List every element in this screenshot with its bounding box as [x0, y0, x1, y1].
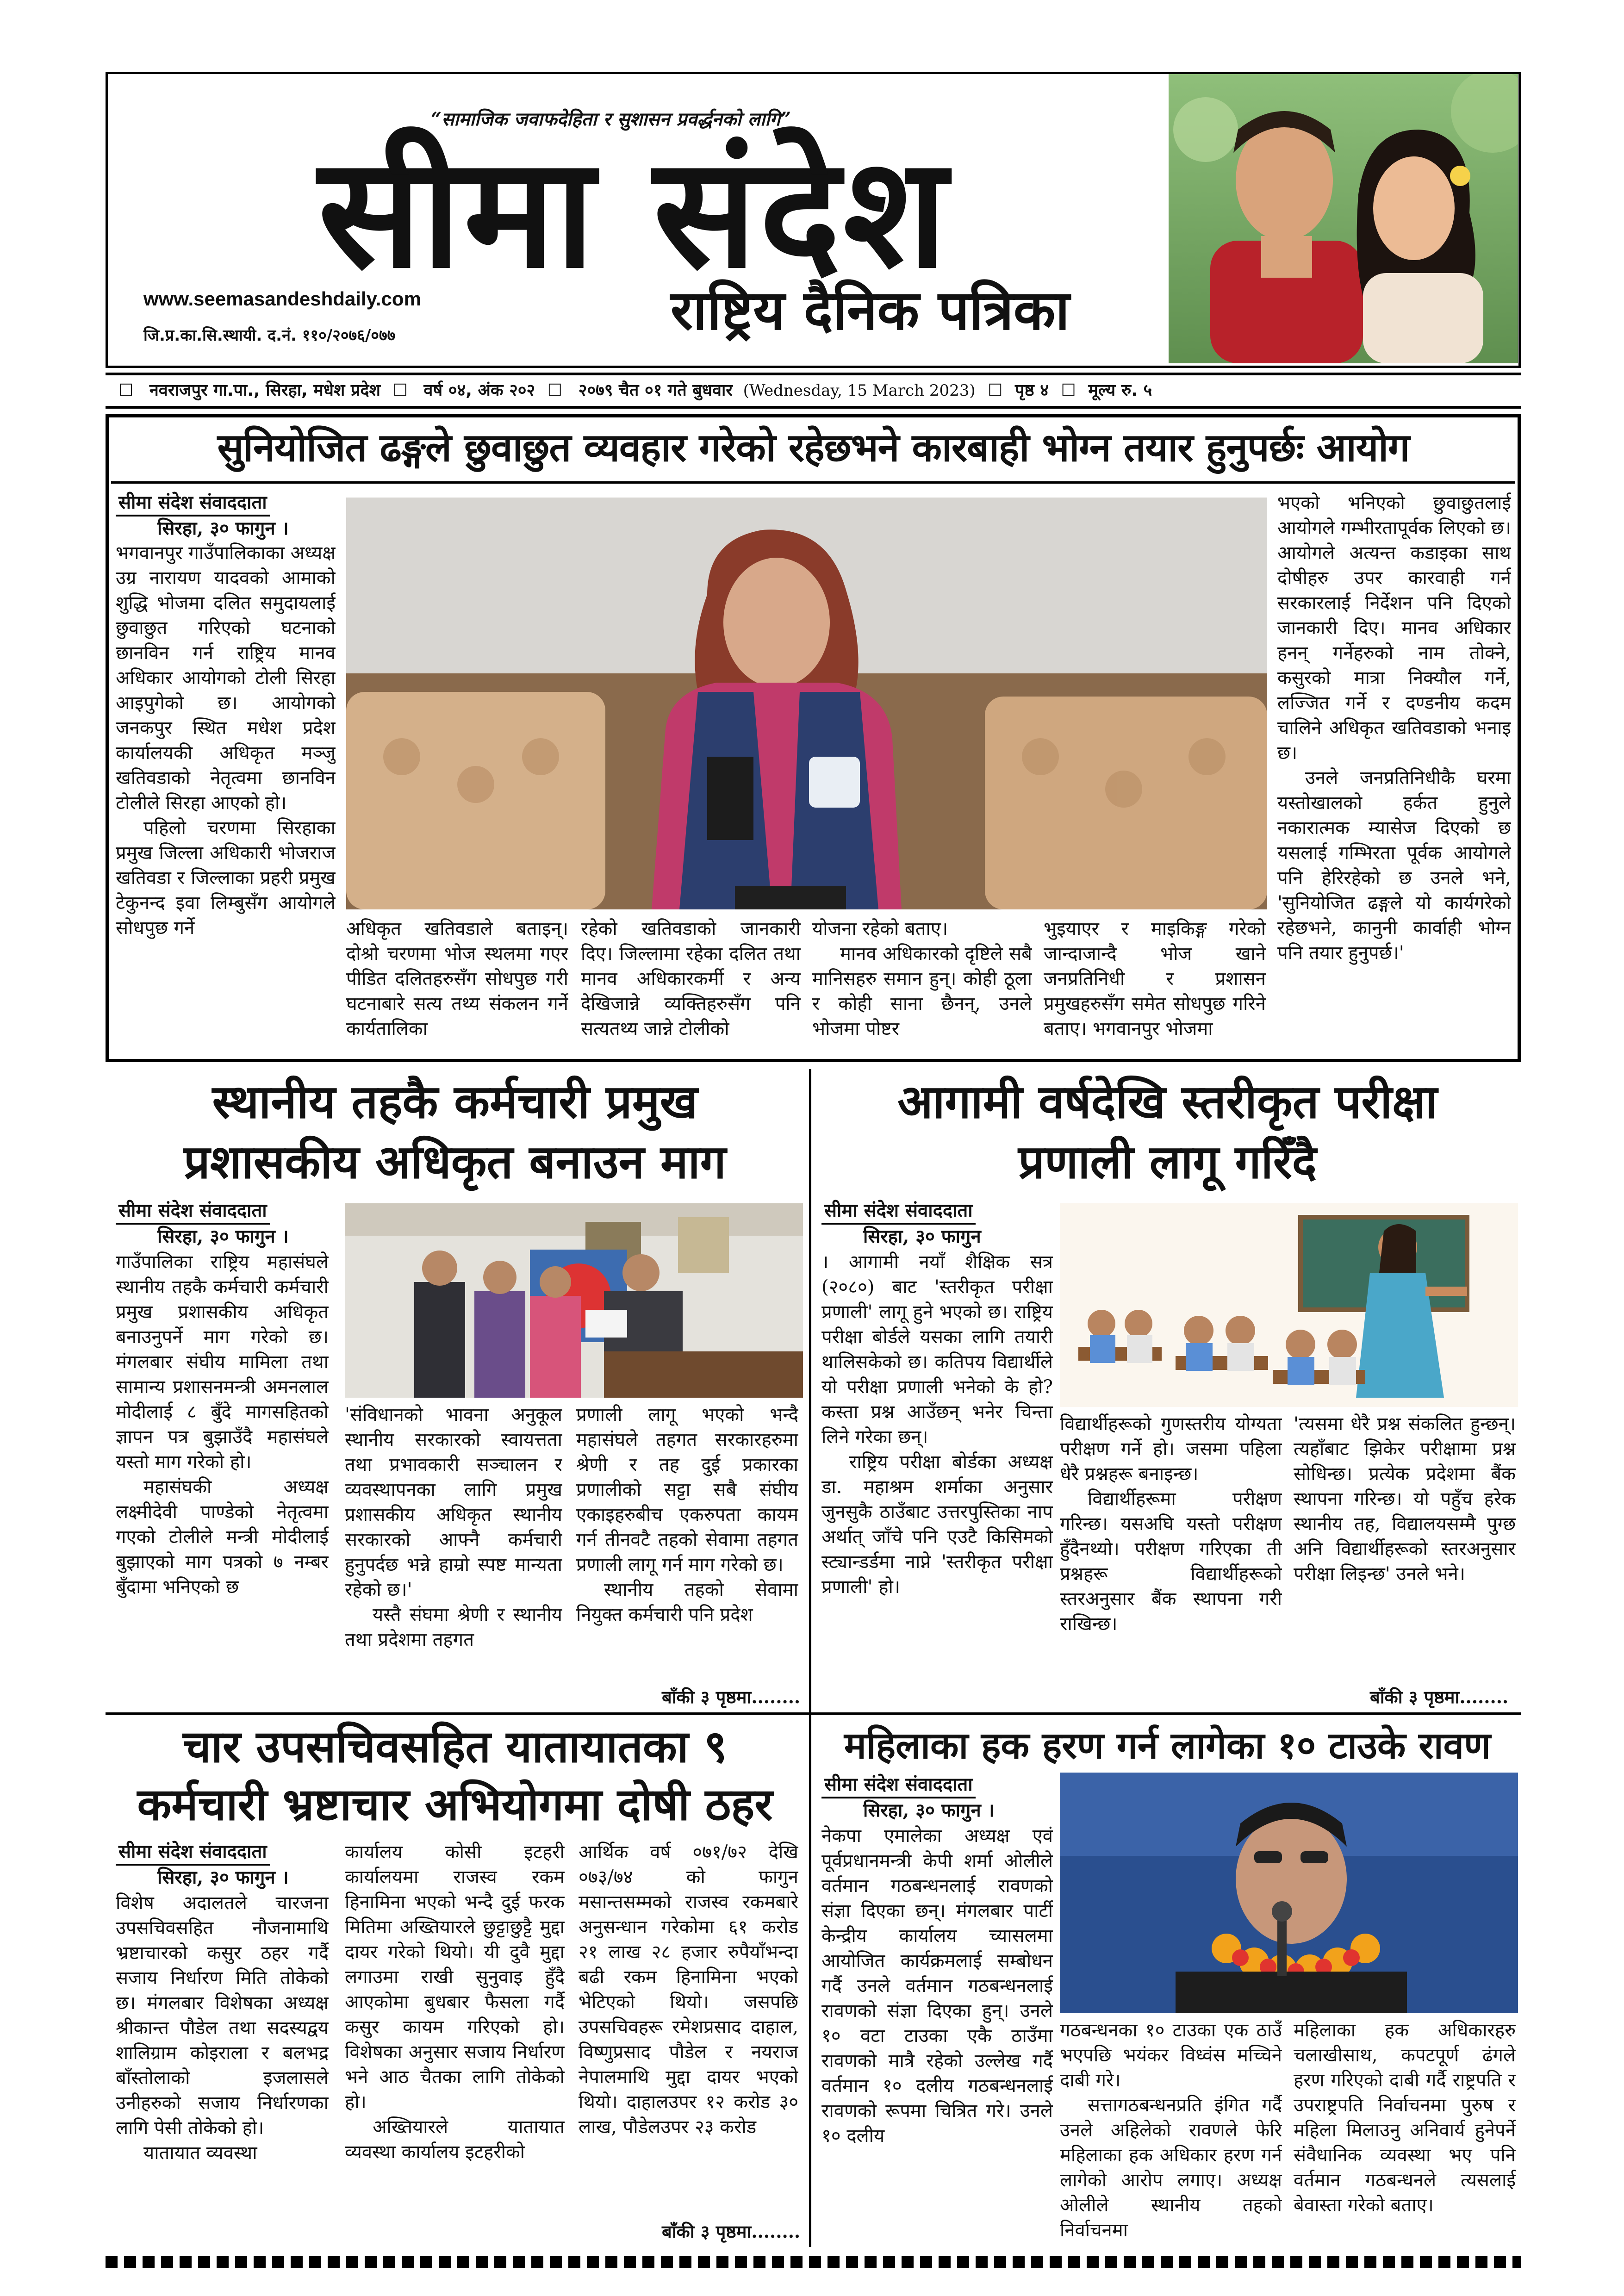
story2-col1-para: गाउँपालिका राष्ट्रिय महासंघले स्थानीय तहकै कर्मचारी कर्मचारी प्रमुख प्रशासकीय अधिकृत बनाउनुपर्ने माग गरेको छ। मंगलबार संघीय मामिला तथा सामान्य प्रशासनमन्त्री अमनलाल मोदीलाई ८ बुँदे मागसहितको ज्ञापन पत्र बुझाउँदै महासंघले यस्तो माग गरेको हो।	[116, 1251, 329, 1473]
story2-continued[interactable]: बाँकी ३ पृष्ठमा........	[662, 1686, 801, 1707]
story3-illustration	[1060, 1203, 1518, 1407]
lead-col1-para2: पहिलो चरणमा सिरहाका प्रमुख जिल्ला अधिकारी भोजराज खतिवडा र जिल्लाका प्रहरी प्रमुख टेकुनन्द इवा लिम्बुसँग आयोगले सोधपुछ गर्ने	[116, 817, 336, 939]
middle-rule	[106, 1712, 1521, 1715]
story2-photo	[345, 1203, 803, 1398]
story2-byline	[116, 1199, 329, 1249]
story2-col3-para: प्रणाली लागू भएको भन्दै महासंघले तहगत सरकारहरुमा श्रेणी र तह दुई प्रकारका प्रणालीको सट्टा सबै संघीय एकाइहरुबीच एकरुपता कायम गर्न तीनवटै तहको सेवामा तहगत प्रणाली लागू गर्न माग गरेको छ।	[576, 1404, 798, 1575]
story2-col2-para: 'संविधानको भावना अनुकूल स्थानीय सरकारको स्वायत्तता तथा प्रभावकारी सञ्चालन र व्यवस्थापनका लागि प्रमुख प्रशासकीय अधिकृत स्थानीय सरकारको आफ्नै कर्मचारी हुनुपर्दछ भन्ने हाम्रो स्पष्ट मान्यता रहेको छ।'	[345, 1404, 562, 1600]
info-date-en: (Wednesday, 15 March 2023)	[743, 381, 976, 400]
lead-column-5	[1044, 916, 1266, 1055]
story5-headline[interactable]: महिलाका हक हरण गर्न लागेका १० टाउके रावण	[844, 1724, 1491, 1767]
info-address: नवराजपुर गा.पा., सिरहा, मधेश प्रदेश	[149, 381, 381, 400]
info-price: मूल्य रु. ५	[1088, 381, 1152, 400]
story2-column-1	[116, 1250, 329, 1708]
story4-headline-2[interactable]: कर्मचारी भ्रष्टाचार अभियोगमा दोषी ठहर	[137, 1779, 773, 1830]
bullet-icon: ☐	[547, 381, 563, 400]
story4-dateline: सिरहा, ३० फागुन ।	[157, 1867, 289, 1888]
info-date: २०७९ चैत ०१ गते बुधवार	[578, 381, 733, 400]
masthead-subtitle: राष्ट्रिय दैनिक पत्रिका	[670, 278, 1070, 342]
classroom-illustration	[1060, 1203, 1518, 1407]
story4-byline-name: सीमा संदेश संवाददाता	[116, 1840, 270, 1866]
lead-col6-para: भएको भनिएको छुवाछुतलाई आयोगले गम्भीरतापूर्वक लिएको छ। आयोगले अत्यन्त कडाइका साथ दोषीहरु उपर कारवाही गर्न सरकारलाई निर्देशन पनि दिएको जानकारी दिए। मानव अधिकार हनन् गर्नेहरुको नाम तोक्ने, कसुरको मात्रा निक्यौल गर्ने, लज्जित गर्ने र दण्डनीय कदम चालिने अधिकृत खतिवडाको भनाइ छ।	[1277, 492, 1511, 764]
story4-col3-para: आर्थिक वर्ष ०७१/७२ देखि ०७३/७४ को फागुन मसान्तसम्मको राजस्व रकमबारे अनुसन्धान गरेकोमा ६१ करोड २१ लाख २८ हजार रुपैयाँभन्दा बढी रकम हिनामिना भएको भेटिएको थियो। जसपछि उपसचिवहरू रमेशप्रसाद दाहाल, विष्णुप्रसाद पौडेल र नयराज नेपालमाथि मुद्दा दायर भएको थियो। दाहालउपर १२ करोड ३० लाख, पौडेलउपर २३ करोड	[579, 1842, 798, 2138]
story2-headline-2[interactable]: प्रशासकीय अधिकृत बनाउन माग	[184, 1135, 726, 1189]
lead-column-2	[346, 916, 568, 1055]
story3-col3-para: 'त्यसमा धेरै प्रश्न संकलित हुन्छन्। त्यहाँबाट झिकेर परीक्षामा प्रश्न सोधिन्छ। प्रत्येक प्रदेशमा बैंक स्थापना गरिन्छ। यो पहुँच हरेक स्थानीय तह, विद्यालयसम्मै पुग्छ अनि विद्यार्थीहरूको स्तरअनुसार परीक्षा लिइन्छ' उनले भने।	[1294, 1413, 1516, 1585]
story4-column-3	[579, 1840, 798, 2219]
story2-byline-name: सीमा संदेश संवाददाता	[116, 1199, 270, 1225]
masthead-title: सीमा संदेश	[318, 124, 950, 302]
lead-col4-para: योजना रहेको बताए।	[812, 918, 948, 940]
middle-divider	[809, 1069, 811, 1712]
story5-column-2	[1060, 2018, 1282, 2240]
bottom-divider	[809, 1715, 811, 2247]
story2-col1-para2: महासंघकी अध्यक्ष लक्ष्मीदेवी पाण्डेको नेतृत्वमा गएको टोलीले मन्त्री मोदीलाई बुझाएको माग पत्रको ७ नम्बर बुँदामा भनिएको छ	[116, 1476, 329, 1598]
story5-column-1	[821, 1823, 1053, 2240]
story2-photo-illustration	[345, 1203, 803, 1398]
lead-column-4	[812, 916, 1032, 1055]
story5-col1-para: नेकपा एमालेका अध्यक्ष एवं पूर्वप्रधानमन्त्री केपी शर्मा ओलीले वर्तमान गठबन्धनलाई रावणको संज्ञा दिएका छन्। मंगलबार पार्टी केन्द्रीय कार्यालय च्यासलमा आयोजित कार्यक्रमलाई सम्बोधन गर्दै उनले वर्तमान गठबन्धनलाई रावणको संज्ञा दिएका हुन्। उनले १० वटा टाउका एकै ठाउँमा रावणको मात्रै रहेको उल्लेख गर्दै वर्तमान १० दलीय गठबन्धनलाई रावणको रूपमा चित्रित गरे। उनले १० दलीय	[821, 1825, 1053, 2147]
story5-col3-para: महिलाका हक अधिकारहरु चलाखीसाथ, कपटपूर्ण ढंगले हरण गरिएको दाबी गर्दै राष्ट्रपति र उपराष्ट्रपति निर्वाचनमा पुरुष र महिला मिलाउनु अनिवार्य हुनेपर्ने संवैधानिक व्यवस्था भए पनि वर्तमान गठबन्धनले त्यसलाई बेवास्ता गरेको बताए।	[1294, 2020, 1516, 2216]
lead-col5-para: भुइयाएर र माइकिङ्ग गरेको जान्दाजान्दै भोज खाने जनप्रतिनिधी र प्रशासन प्रमुखहरुसँग समेत सोधपुछ गरिने बताए। भगवानपुर भोजमा	[1044, 918, 1266, 1039]
lead-headline-rule	[111, 481, 1515, 484]
info-bar	[106, 373, 1521, 409]
story5-photo	[1060, 1773, 1518, 2013]
lead-column-1	[116, 541, 336, 1054]
story4-col2-para: कार्यालय कोसी इटहरी कार्यालयमा राजस्व रकम हिनामिना भएको भन्दै दुई फरक मितिमा अख्तियारले छुट्टाछुट्टै मुद्दा दायर गरेको थियो। यी दुवै मुद्दा लगाउमा राखी सुनुवाइ हुँदै आएकोमा बुधबार फैसला गर्दै कसुर कायम गरिएको हो। विशेषका अनुसार सजाय निर्धारण भने आठ चैतका लागि तोकेको हो।	[345, 1842, 565, 2113]
lead-col6-para2: उनले जनप्रतिनिधीकै घरमा यस्तोखालको हर्कत हुनुले नकारात्मक म्यासेज दिएको छ यसलाई गम्भिरता पूर्वक आयोगले पनि हेरिरहेको छ उनले भने, 'सुनियोजित ढङ्गले यो कार्यगरेको रहेछभने, कानुनी कार्वाही भोग्न पनि तयार हुनुपर्छ।'	[1277, 767, 1511, 964]
story4-column-2	[345, 1840, 565, 2242]
lead-column-3	[581, 916, 801, 1055]
story2-column-3	[576, 1402, 798, 1680]
bullet-icon: ☐	[1061, 381, 1076, 400]
bullet-icon: ☐	[392, 381, 408, 400]
story5-byline	[821, 1773, 1062, 1823]
info-issue: वर्ष ०४, अंक २०२	[423, 381, 535, 400]
story4-continued[interactable]: बाँकी ३ पृष्ठमा........	[662, 2221, 801, 2242]
story3-headline-2[interactable]: प्रणाली लागू गरिँदै	[1018, 1135, 1317, 1189]
bullet-icon: ☐	[118, 381, 134, 400]
story5-col2-para2: सत्तागठबन्धनप्रति इंगित गर्दै उनले अहिलेको रावणले फेरि महिलाका हक अधिकार हरण गर्न लागेको आरोप लगाए। अध्यक्ष ओलीले स्थानीय तहको निर्वाचनमा	[1060, 2095, 1282, 2240]
masthead-ad-illustration	[1169, 74, 1518, 363]
masthead-ad-photo	[1169, 74, 1518, 363]
lead-dateline: सिरहा, ३० फागुन ।	[157, 517, 289, 539]
lead-byline	[116, 491, 338, 541]
story5-column-3	[1294, 2018, 1516, 2240]
story3-column-2	[1060, 1412, 1282, 1708]
lead-col2-para: अधिकृत खतिवडाले बताइन्। दोश्रो चरणमा भोज स्थलमा गएर पीडित दलितहरुसँग सोधपुछ गरी घटनाबारे सत्य तथ्य संकलन गर्ने कार्यतालिका	[346, 918, 568, 1039]
story4-headline-1[interactable]: चार उपसचिवसहित यातायातका ९	[183, 1721, 727, 1773]
story5-photo-illustration	[1060, 1773, 1518, 2013]
masthead-tagline: “सामाजिक जवाफदेहिता र सुशासन प्रवर्द्धनको लागि”	[430, 108, 791, 130]
story2-col3-para2: स्थानीय तहको सेवामा नियुक्त कर्मचारी पनि प्रदेश	[576, 1579, 798, 1625]
lead-headline[interactable]: सुनियोजित ढङ्गले छुवाछुत व्यवहार गरेको रहेछभने कारबाही भोग्न तयार हुनुपर्छः आयोग	[217, 425, 1410, 470]
story4-col2-para2: अख्तियारले यातायात व्यवस्था कार्यालय इटहरीको	[345, 2116, 565, 2163]
lead-col3-para: रहेको खतिवडाको जानकारी दिए। जिल्लामा रहेका दलित तथा मानव अधिकारकर्मी र अन्य देखिजान्ने व्यक्तिहरुसँग पनि सत्यतथ्य जान्ने टोलीको	[581, 918, 801, 1039]
story3-column-3	[1294, 1412, 1516, 1671]
website-link[interactable]: www.seemasandeshdaily.com	[143, 288, 421, 310]
story3-col1-para: । आगामी नयाँ शैक्षिक सत्र (२०८०) बाट 'स्तरीकृत परीक्षा प्रणाली' लागू हुने भएको छ। राष्ट्रिय परीक्षा बोर्डले यसका लागि तयारी थालिसकेको छ। कतिपय विद्यार्थीले यो परीक्षा प्रणाली भनेको के हो? कस्ता प्रश्न आउँछन् भनेर चिन्ता लिने गरेका छन्।	[821, 1251, 1053, 1448]
lead-column-6	[1277, 491, 1511, 1055]
story3-col2-para2: विद्यार्थीहरूमा परीक्षण गरिन्छ। यसअघि यस्तो परीक्षण हुँदैनथ्यो। परीक्षण गरिएका ती प्रश्नहरू विद्यार्थीहरूको स्तरअनुसार बैंक स्थापना गरी राखिन्छ।	[1060, 1488, 1282, 1635]
story3-dateline: सिरहा, ३० फागुन	[863, 1226, 981, 1247]
footer-dashed-border	[106, 2256, 1521, 2268]
story3-column-1	[821, 1250, 1053, 1708]
story4-column-1	[116, 1891, 329, 2242]
story2-headline-1[interactable]: स्थानीय तहकै कर्मचारी प्रमुख	[212, 1075, 698, 1129]
story4-col1-para2: यातायात व्यवस्था	[143, 2142, 257, 2164]
story3-continued[interactable]: बाँकी ३ पृष्ठमा........	[1370, 1686, 1509, 1707]
story5-col2-para: गठबन्धनका १० टाउका एक ठाउँ भएपछि भयंकर विध्वंस मच्चिने दाबी गरे।	[1060, 2020, 1282, 2091]
info-pages: पृष्ठ ४	[1015, 381, 1049, 400]
story4-col1-para: विशेष अदालतले चारजना उपसचिवसहित नौजनामाथि भ्रष्टाचारको कसुर ठहर गर्दै सजाय निर्धारण मिति तोकेको छ। मंगलबार विशेषका अध्यक्ष श्रीकान्त पौडेल तथा सदस्यद्वय शालिग्राम कोइराला र बलभद्र बाँस्तोलाको इजलासले उनीहरुको सजाय निर्धारणका लागि पेसी तोकेको हो।	[116, 1892, 329, 2139]
story2-column-2	[345, 1402, 562, 1708]
lead-photo-illustration	[346, 498, 1267, 909]
lead-photo	[346, 498, 1267, 909]
lead-col1-para: भगवानपुर गाउँपालिकाका अध्यक्ष उग्र नारायण यादवको आमाको शुद्धि भोजमा दलित समुदायलाई छुवाछुत गरिएको घटनाको छानविन गर्न राष्ट्रिय मानव अधिकार आयोगको टोली सिरहा आइपुगेको छ। आयोगको जनकपुर स्थित मधेश प्रदेश कार्यालयकी अधिकृत मञ्जु खतिवडाको नेतृत्वमा छानविन टोलीले सिरहा आएको हो।	[116, 542, 336, 814]
story4-byline	[116, 1840, 329, 1890]
story2-col2-para2: यस्तै संघमा श्रेणी र स्थानीय तथा प्रदेशमा तहगत	[345, 1604, 562, 1650]
story3-headline-1[interactable]: आगामी वर्षदेखि स्तरीकृत परीक्षा	[897, 1075, 1437, 1129]
lead-byline-name: सीमा संदेश संवाददाता	[116, 491, 270, 516]
story3-byline	[821, 1199, 1062, 1249]
lead-col4-para2: मानव अधिकारको दृष्टिले सबै मानिसहरु समान हुन्। कोही ठूला र कोही साना छैनन्, उनले भोजमा पोष्टर	[812, 943, 1032, 1039]
registration-number: जि.प्र.का.सि.स्थायी. द.नं. ११०/२०७६/०७७	[143, 326, 396, 345]
story2-dateline: सिरहा, ३० फागुन ।	[157, 1226, 289, 1247]
story5-byline-name: सीमा संदेश संवाददाता	[821, 1773, 976, 1798]
story3-col2-para: विद्यार्थीहरूको गुणस्तरीय योग्यता परीक्षण गर्ने हो। जसमा पहिला धेरै प्रश्नहरू बनाइन्छ।	[1060, 1413, 1282, 1485]
bullet-icon: ☐	[988, 381, 1003, 400]
story5-dateline: सिरहा, ३० फागुन ।	[863, 1799, 995, 1821]
story3-col1-para2: राष्ट्रिय परीक्षा बोर्डका अध्यक्ष डा. महाश्रम शर्माका अनुसार जुनसुकै ठाउँबाट उत्तरपुस्तिका नाप अर्थात् जाँचे पनि एउटै किसिमको स्ट्यान्डर्डमा नाप्ने 'स्तरीकृत परीक्षा प्रणाली' हो।	[821, 1451, 1053, 1598]
story3-byline-name: सीमा संदेश संवाददाता	[821, 1199, 976, 1225]
